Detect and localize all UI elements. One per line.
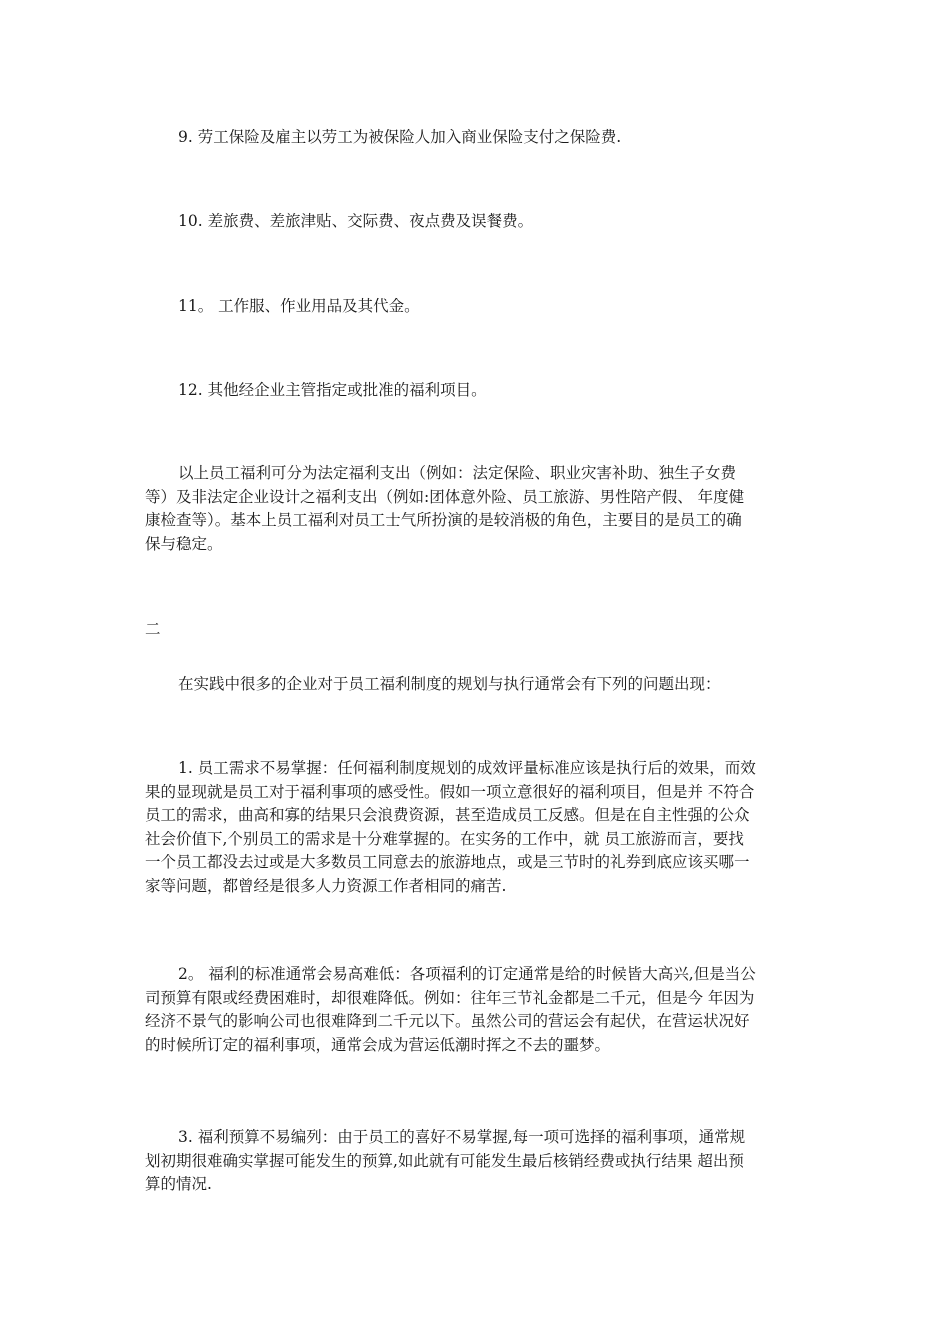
list-item-10: 10. 差旅费、差旅津贴、交际费、夜点费及误餐费。 bbox=[178, 212, 534, 230]
problem-line: 的时候所订定的福利事项，通常会成为营运低潮时挥之不去的噩梦。 bbox=[145, 1035, 611, 1054]
problem-line: 社会价值下,个别员工的需求是十分难掌握的。在实务的工作中，就 员工旅游而言，要找 bbox=[145, 829, 744, 848]
problem-line: 2。 福利的标准通常会易高难低：各项福利的订定通常是给的时候皆大高兴,但是当公 bbox=[178, 965, 756, 983]
summary-line: 等）及非法定企业设计之福利支出（例如:团体意外险、员工旅游、男性陪产假、 年度健 bbox=[145, 487, 745, 506]
problem-line: 员工的需求，曲高和寡的结果只会浪费资源，甚至造成员工反感。但是在自主性强的公众 bbox=[145, 806, 750, 824]
problem-line: 1. 员工需求不易掌握：任何福利制度规划的成效评量标准应该是执行后的效果，而效 bbox=[178, 759, 756, 777]
summary-line: 以上员工福利可分为法定福利支出（例如：法定保险、职业灾害补助、独生子女费 bbox=[178, 464, 737, 482]
problem-line: 经济不景气的影响公司也很难降到二千元以下。虽然公司的营运会有起伏，在营运状况好 bbox=[145, 1012, 750, 1030]
problem-line: 果的显现就是员工对于福利事项的感受性。假如一项立意很好的福利项目，但是并 不符合 bbox=[145, 782, 755, 801]
summary-paragraph bbox=[145, 462, 810, 556]
section-intro: 在实践中很多的企业对于员工福利制度的规划与执行通常会有下列的问题出现： bbox=[178, 675, 721, 693]
problem-line: 司预算有限或经费困难时，却很难降低。例如：往年三节礼金都是二千元，但是今 年因为 bbox=[145, 988, 755, 1007]
summary-line: 康检查等）。基本上员工福利对员工士气所扮演的是较消极的角色，主要目的是员工的确 bbox=[145, 511, 742, 529]
section-heading: 二 bbox=[145, 620, 161, 638]
problem-line: 3. 福利预算不易编列：由于员工的喜好不易掌握,每一项可选择的福利事项，通常规 bbox=[178, 1128, 746, 1146]
problem-line: 算的情况. bbox=[145, 1175, 212, 1193]
problem-line: 一个员工都没去过或是大多数员工同意去的旅游地点，或是三节时的礼券到底应该买哪一 bbox=[145, 853, 750, 871]
problem-paragraph-2 bbox=[145, 963, 810, 1057]
problem-paragraph-3 bbox=[145, 1126, 810, 1197]
problem-paragraph-1 bbox=[145, 757, 810, 898]
list-item-11: 11。 工作服、作业用品及其代金。 bbox=[178, 297, 420, 315]
summary-line: 保与稳定。 bbox=[145, 534, 223, 553]
list-item-9: 9. 劳工保险及雇主以劳工为被保险人加入商业保险支付之保险费. bbox=[178, 128, 622, 146]
problem-line: 划初期很难确实掌握可能发生的预算,如此就有可能发生最后核销经费或执行结果 超出预 bbox=[145, 1151, 744, 1170]
problem-line: 家等问题，都曾经是很多人力资源工作者相同的痛苦. bbox=[145, 876, 507, 895]
list-item-12: 12. 其他经企业主管指定或批准的福利项目。 bbox=[178, 381, 487, 399]
